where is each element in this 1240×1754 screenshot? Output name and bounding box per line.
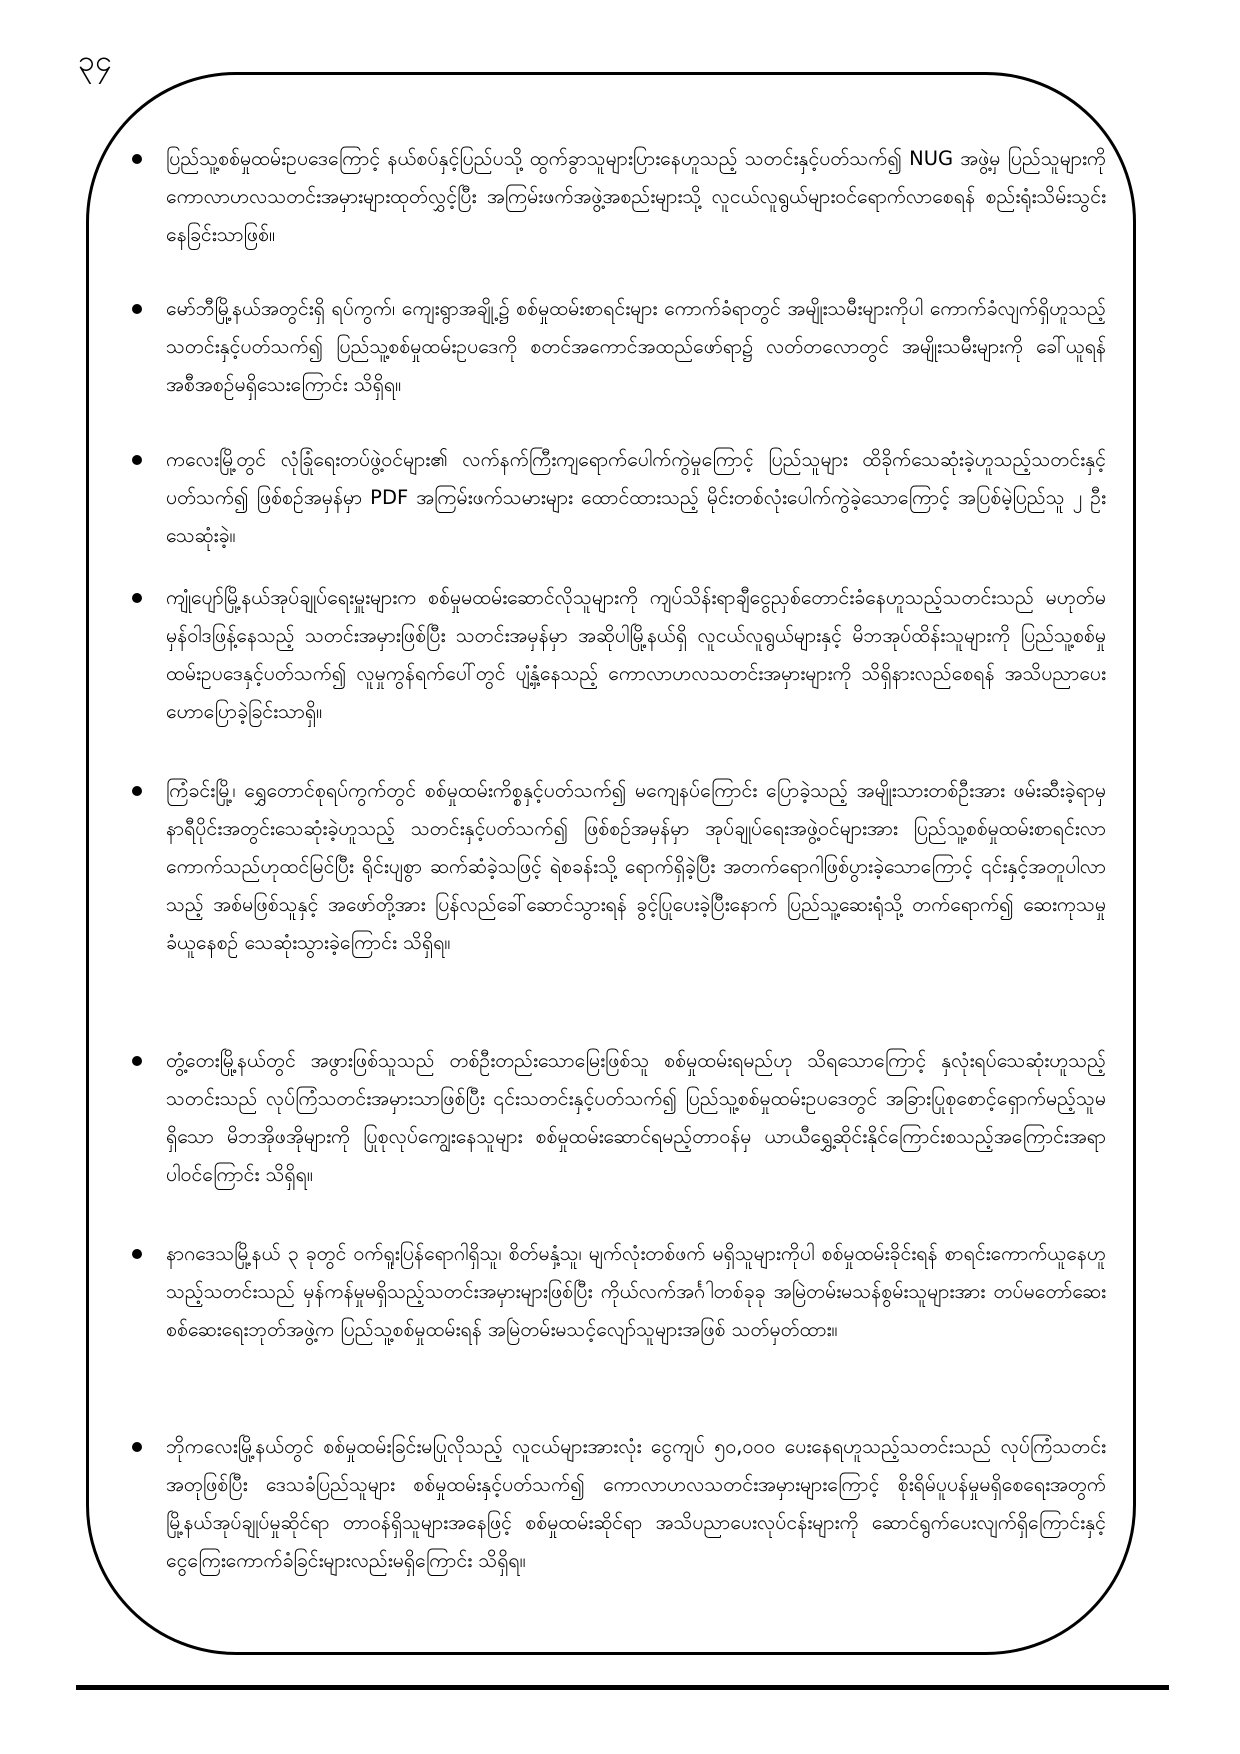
list-item bbox=[126, 290, 1106, 441]
bullet-dot-icon bbox=[132, 1056, 142, 1066]
bullet-dot-icon bbox=[132, 593, 142, 603]
bullet-dot-icon bbox=[132, 154, 142, 164]
bullet-text: နာဂဒေသမြို့နယ် ၃ ခုတွင် ဝက်ရူးပြန်ရောဂါရှိသူ၊ စိတ်မနှံ့သူ၊ မျက်လုံးတစ်ဖက် မရှိသူများကိုပါ စစ်မှုထမ်းခိုင်းရန် စာရင်းကောက်ယူနေဟူသည့်သတင်းသည် မှန်ကန်မှုမရှိသည့်သတင်းအမှားများဖြစ်ပြီး ကိုယ်လက်အင်္ဂါတစ်ခုခု အမြဲတမ်းမသန်စွမ်းသူများအား တပ်မတော်ဆေးစစ်ဆေးရေးဘုတ်အဖွဲ့က ပြည်သူ့စစ်မှုထမ်းရန် အမြဲတမ်းမသင့်လျော်သူများအဖြစ် သတ်မှတ်ထား။ bbox=[166, 1242, 1106, 1341]
list-item bbox=[126, 441, 1106, 579]
list-item bbox=[126, 1428, 1106, 1628]
bullet-text: ကလေးမြို့တွင် လုံခြုံရေးတပ်ဖွဲ့ဝင်များ၏ လက်နက်ကြီးကျရောက်ပေါက်ကွဲမှုကြောင့် ပြည်သူများ ထိခိုက်သေဆုံးခဲ့ဟူသည့်သတင်းနှင့်ပတ်သက်၍ ဖြစ်စဉ်အမှန်မှာ PDF အကြမ်းဖက်သမားများ ထောင်ထားသည့် မိုင်းတစ်လုံးပေါက်ကွဲခဲ့သောကြောင့် အပြစ်မဲ့ပြည်သူ ၂ ဦးသေဆုံးခဲ့။ bbox=[166, 448, 1106, 547]
bullet-dot-icon bbox=[132, 455, 142, 465]
bullet-text: ကျုံပျော်မြို့နယ်အုပ်ချုပ်ရေးမှူးများက စစ်မှုမထမ်းဆောင်လိုသူများကို ကျပ်သိန်းရာချီငွေညှစ်တောင်းခံနေဟူသည့်သတင်းသည် မဟုတ်မမှန်ဝါဒဖြန့်နေသည့် သတင်းအမှားဖြစ်ပြီး သတင်းအမှန်မှာ အဆိုပါမြို့နယ်ရှိ လူငယ်လူရွယ်များနှင့် မိဘအုပ်ထိန်းသူများကို ပြည်သူ့စစ်မှုထမ်းဥပဒေနှင့်ပတ်သက်၍ လူမှုကွန်ရက်ပေါ်တွင် ပျံ့နှံ့နေသည့် ကောလာဟလသတင်းအမှားများကို သိရှိနားလည်စေရန် အသိပညာပေး ဟောပြောခဲ့ခြင်းသာရှိ။ bbox=[166, 586, 1106, 723]
bullet-text: ပြည်သူ့စစ်မှုထမ်းဥပဒေကြောင့် နယ်စပ်နှင့်ပြည်ပသို့ ထွက်ခွာသူများပြားနေဟူသည့် သတင်းနှင့်ပတ်သက်၍ NUG အဖွဲ့မှ ပြည်သူများကို ကောလာဟလသတင်းအမှားများထုတ်လွှင့်ပြီး အကြမ်းဖက်အဖွဲ့အစည်းများသို့ လူငယ်လူရွယ်များဝင်ရောက်လာစေရန် စည်းရုံးသိမ်းသွင်းနေခြင်းသာဖြစ်။ bbox=[166, 147, 1106, 246]
list-item bbox=[126, 1042, 1106, 1235]
page-number: ၃၄ bbox=[78, 44, 112, 79]
bullet-list bbox=[126, 140, 1106, 1628]
bullet-text: ဘိုကလေးမြို့နယ်တွင် စစ်မှုထမ်းခြင်းမပြုလိုသည့် လူငယ်များအားလုံး ငွေကျပ် ၅၀,၀၀၀ ပေးနေရဟူသည့်သတင်းသည် လုပ်ကြံသတင်းအတုဖြစ်ပြီး ဒေသခံပြည်သူများ စစ်မှုထမ်းနှင့်ပတ်သက်၍ ကောလာဟလသတင်းအမှားများကြောင့် စိုးရိမ်ပူပန်မှုမရှိစေရေးအတွက် မြို့နယ်အုပ်ချုပ်မှုဆိုင်ရာ တာဝန်ရှိသူများအနေဖြင့် စစ်မှုထမ်းဆိုင်ရာ အသိပညာပေးလုပ်ငန်းများကို ဆောင်ရွက်ပေးလျက်ရှိကြောင်းနှင့် ငွေကြေးကောက်ခံခြင်းများလည်းမရှိကြောင်း သိရှိရ။ bbox=[166, 1435, 1106, 1572]
bullet-text: တွံ့တေးမြို့နယ်တွင် အဖွားဖြစ်သူသည် တစ်ဦးတည်းသောမြေးဖြစ်သူ စစ်မှုထမ်းရမည်ဟု သိရသောကြောင့် နှလုံးရပ်သေဆုံးဟူသည့်သတင်းသည် လုပ်ကြံသတင်းအမှားသာဖြစ်ပြီး ၎င်းသတင်းနှင့်ပတ်သက်၍ ပြည်သူ့စစ်မှုထမ်းဥပဒေတွင် အခြားပြုစုစောင့်ရှောက်မည့်သူမရှိသော မိဘအိုဖအိုများကို ပြုစုလုပ်ကျွေးနေသူများ စစ်မှုထမ်းဆောင်ရမည့်တာဝန်မှ ယာယီရွှေ့ဆိုင်းနိုင်ကြောင်းစသည့်အကြောင်းအရာ ပါဝင်ကြောင်း သိရှိရ။ bbox=[166, 1049, 1106, 1186]
list-item bbox=[126, 140, 1106, 290]
list-item bbox=[126, 772, 1106, 1042]
bottom-rule bbox=[76, 1685, 1169, 1690]
list-item bbox=[126, 579, 1106, 772]
list-item bbox=[126, 1235, 1106, 1428]
bullet-dot-icon bbox=[132, 1442, 142, 1452]
bullet-dot-icon bbox=[132, 304, 142, 314]
bullet-text: မော်ဘီမြို့နယ်အတွင်းရှိ ရပ်ကွက်၊ ကျေးရွာအချို့၌ စစ်မှုထမ်းစာရင်းများ ကောက်ခံရာတွင် အမျိုးသမီးများကိုပါ ကောက်ခံလျက်ရှိဟူသည့်သတင်းနှင့်ပတ်သက်၍ ပြည်သူ့စစ်မှုထမ်းဥပဒေကို စတင်အကောင်အထည်ဖော်ရာ၌ လတ်တလောတွင် အမျိုးသမီးများကို ခေါ်ယူရန်အစီအစဉ်မရှိသေးကြောင်း သိရှိရ။ bbox=[166, 297, 1106, 396]
bullet-dot-icon bbox=[132, 1249, 142, 1259]
bullet-text: ကြံခင်းမြို့၊ ရွှေတောင်စုရပ်ကွက်တွင် စစ်မှုထမ်းကိစ္စနှင့်ပတ်သက်၍ မကျေနပ်ကြောင်း ပြောခဲ့သည့် အမျိုးသားတစ်ဦးအား ဖမ်းဆီးခဲ့ရာမှ နာရီပိုင်းအတွင်းသေဆုံးခဲ့ဟူသည့် သတင်းနှင့်ပတ်သက်၍ ဖြစ်စဉ်အမှန်မှာ အုပ်ချုပ်ရေးအဖွဲ့ဝင်များအား ပြည်သူ့စစ်မှုထမ်းစာရင်းလာကောက်သည်ဟုထင်မြင်ပြီး ရိုင်းပျစွာ ဆက်ဆံခဲ့သဖြင့် ရဲစခန်းသို့ ရောက်ရှိခဲ့ပြီး အတက်ရောဂါဖြစ်ပွားခဲ့သောကြောင့် ၎င်းနှင့်အတူပါလာသည့် အစ်မဖြစ်သူနှင့် အဖော်တို့အား ပြန်လည်ခေါ်ဆောင်သွားရန် ခွင့်ပြုပေးခဲ့ပြီးနောက် ပြည်သူ့ဆေးရုံသို့ တက်ရောက်၍ ဆေးကုသမှုခံယူနေစဉ် သေဆုံးသွားခဲ့ကြောင်း သိရှိရ။ bbox=[166, 779, 1106, 954]
bullet-dot-icon bbox=[132, 786, 142, 796]
